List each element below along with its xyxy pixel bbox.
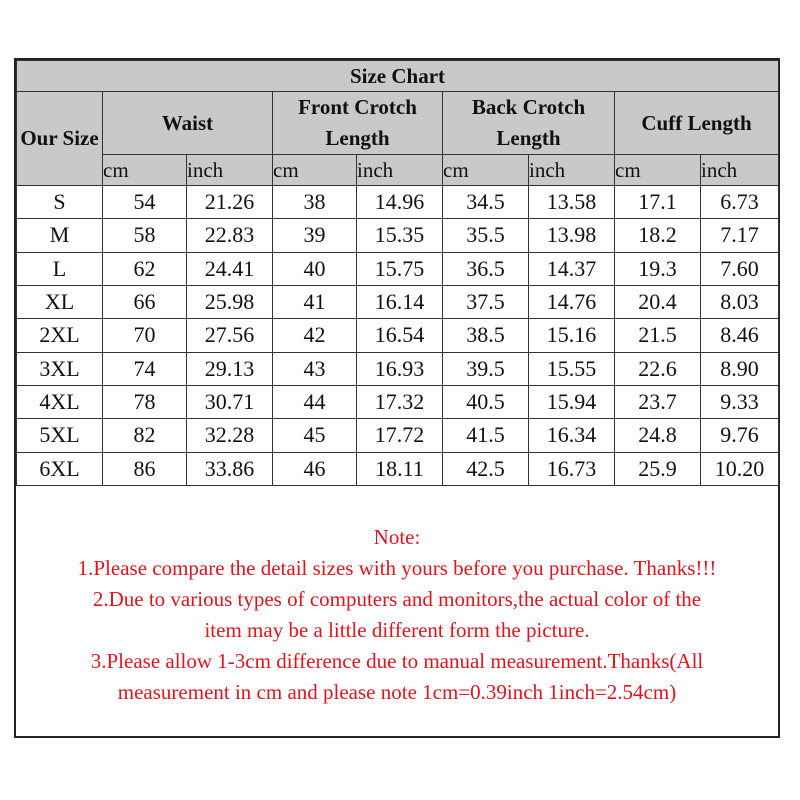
table-cell: 22.83: [187, 219, 273, 252]
table-cell: 38.5: [443, 319, 529, 352]
table-cell: 41: [273, 285, 357, 318]
header-our-size: Our Size: [17, 92, 103, 186]
size-label-cell: L: [17, 252, 103, 285]
size-label-cell: 4XL: [17, 385, 103, 418]
table-cell: 29.13: [187, 352, 273, 385]
unit-inch: inch: [187, 155, 273, 186]
size-table-body: [17, 186, 779, 486]
note-line-3a: 3.Please allow 1-3cm difference due to manual measurement.Thanks(All: [90, 649, 704, 673]
table-cell: 15.55: [529, 352, 615, 385]
size-chart-table: [16, 60, 779, 486]
table-cell: 82: [103, 419, 187, 452]
table-cell: 17.32: [357, 385, 443, 418]
note-line-2b: item may be a little different form the picture.: [204, 618, 590, 642]
unit-cm: cm: [443, 155, 529, 186]
table-cell: 86: [103, 452, 187, 485]
header-front-crotch: Front Crotch Length: [273, 92, 443, 155]
table-cell: 21.5: [615, 319, 701, 352]
table-cell: 25.9: [615, 452, 701, 485]
table-cell: 41.5: [443, 419, 529, 452]
table-cell: 13.58: [529, 186, 615, 219]
table-cell: 42.5: [443, 452, 529, 485]
size-label-cell: 6XL: [17, 452, 103, 485]
header-back-crotch: Back Crotch Length: [443, 92, 615, 155]
size-label-cell: 2XL: [17, 319, 103, 352]
table-cell: 13.98: [529, 219, 615, 252]
unit-inch: inch: [357, 155, 443, 186]
table-cell: 66: [103, 285, 187, 318]
table-cell: 33.86: [187, 452, 273, 485]
table-cell: 27.56: [187, 319, 273, 352]
table-cell: 46: [273, 452, 357, 485]
table-row: [17, 252, 779, 285]
table-row: [17, 319, 779, 352]
note-line-2a: 2.Due to various types of computers and monitors,the actual color of the: [92, 587, 702, 611]
table-cell: 34.5: [443, 186, 529, 219]
table-cell: 20.4: [615, 285, 701, 318]
chart-title: Size Chart: [17, 61, 779, 92]
unit-cm: cm: [273, 155, 357, 186]
table-row: [17, 285, 779, 318]
table-cell: 54: [103, 186, 187, 219]
table-row: [17, 219, 779, 252]
table-cell: 15.94: [529, 385, 615, 418]
size-chart-frame: [14, 58, 780, 738]
table-cell: 43: [273, 352, 357, 385]
table-cell: 15.75: [357, 252, 443, 285]
table-cell: 15.35: [357, 219, 443, 252]
table-cell: 14.76: [529, 285, 615, 318]
unit-cm: cm: [615, 155, 701, 186]
table-cell: 58: [103, 219, 187, 252]
notes-section: [16, 490, 778, 736]
table-cell: 23.7: [615, 385, 701, 418]
table-cell: 35.5: [443, 219, 529, 252]
table-cell: 17.72: [357, 419, 443, 452]
table-cell: 8.90: [701, 352, 779, 385]
table-row: [17, 385, 779, 418]
table-cell: 25.98: [187, 285, 273, 318]
table-cell: 42: [273, 319, 357, 352]
table-cell: 36.5: [443, 252, 529, 285]
table-cell: 19.3: [615, 252, 701, 285]
size-label-cell: 3XL: [17, 352, 103, 385]
unit-inch: inch: [529, 155, 615, 186]
table-cell: 40: [273, 252, 357, 285]
table-cell: 37.5: [443, 285, 529, 318]
table-row: [17, 186, 779, 219]
table-cell: 21.26: [187, 186, 273, 219]
table-cell: 8.46: [701, 319, 779, 352]
table-cell: 9.76: [701, 419, 779, 452]
table-row: [17, 419, 779, 452]
table-cell: 24.8: [615, 419, 701, 452]
size-label-cell: 5XL: [17, 419, 103, 452]
table-cell: 17.1: [615, 186, 701, 219]
size-label-cell: M: [17, 219, 103, 252]
table-cell: 38: [273, 186, 357, 219]
table-cell: 8.03: [701, 285, 779, 318]
table-cell: 7.60: [701, 252, 779, 285]
table-cell: 30.71: [187, 385, 273, 418]
note-line-1: 1.Please compare the detail sizes with yours before you purchase. Thanks!!!: [77, 556, 717, 580]
table-cell: 39.5: [443, 352, 529, 385]
table-cell: 16.73: [529, 452, 615, 485]
table-cell: 16.34: [529, 419, 615, 452]
table-row: [17, 352, 779, 385]
table-cell: 15.16: [529, 319, 615, 352]
table-cell: 74: [103, 352, 187, 385]
table-cell: 78: [103, 385, 187, 418]
table-cell: 10.20: [701, 452, 779, 485]
table-cell: 16.14: [357, 285, 443, 318]
table-cell: 70: [103, 319, 187, 352]
table-cell: 32.28: [187, 419, 273, 452]
table-cell: 18.2: [615, 219, 701, 252]
table-cell: 7.17: [701, 219, 779, 252]
table-cell: 39: [273, 219, 357, 252]
unit-cm: cm: [103, 155, 187, 186]
note-line-3b: measurement in cm and please note 1cm=0.39inch 1inch=2.54cm): [117, 680, 677, 704]
table-cell: 16.54: [357, 319, 443, 352]
header-waist: Waist: [103, 92, 273, 155]
table-cell: 9.33: [701, 385, 779, 418]
table-cell: 45: [273, 419, 357, 452]
table-cell: 18.11: [357, 452, 443, 485]
table-cell: 62: [103, 252, 187, 285]
table-cell: 24.41: [187, 252, 273, 285]
note-title: Note:: [373, 525, 421, 549]
table-cell: 14.96: [357, 186, 443, 219]
unit-inch: inch: [701, 155, 779, 186]
size-label-cell: S: [17, 186, 103, 219]
table-cell: 6.73: [701, 186, 779, 219]
table-cell: 22.6: [615, 352, 701, 385]
size-label-cell: XL: [17, 285, 103, 318]
header-cuff-length: Cuff Length: [615, 92, 779, 155]
table-row: [17, 452, 779, 485]
table-cell: 44: [273, 385, 357, 418]
table-cell: 40.5: [443, 385, 529, 418]
table-cell: 14.37: [529, 252, 615, 285]
table-cell: 16.93: [357, 352, 443, 385]
